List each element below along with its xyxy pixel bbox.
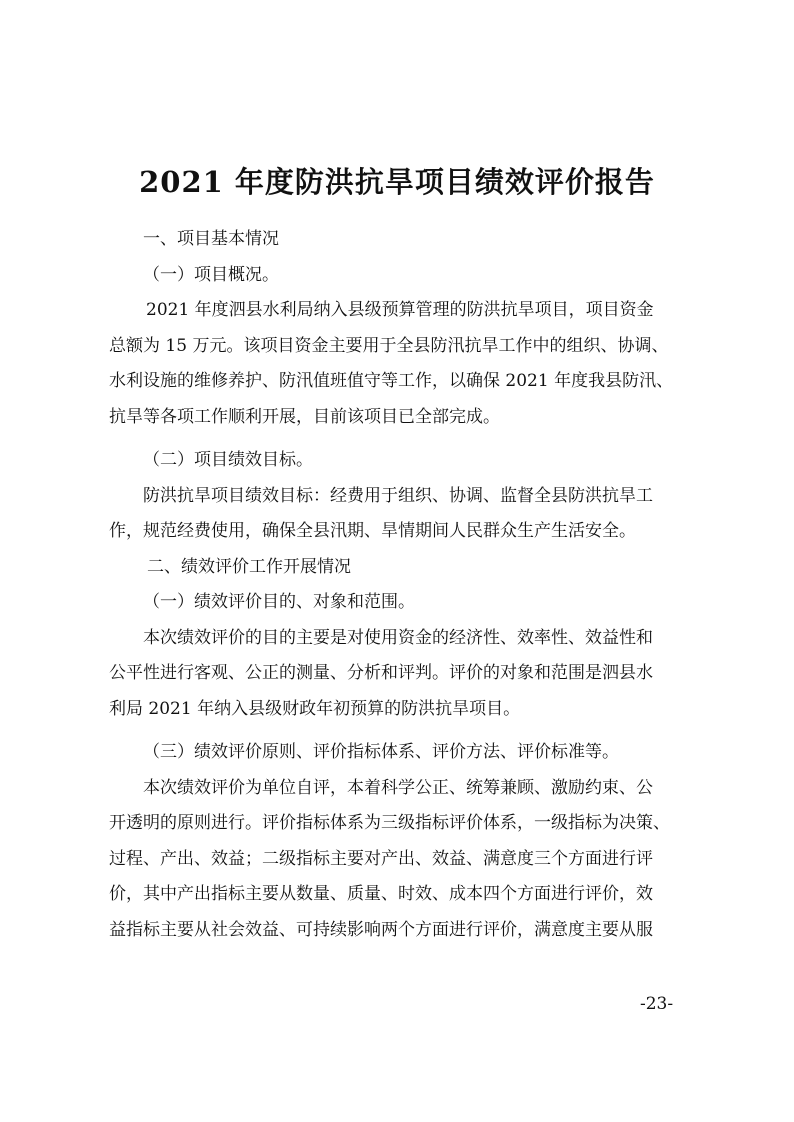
section-heading-1: 一、项目基本情况	[143, 229, 279, 249]
subsection-heading-2-3: （三）绩效评价原则、评价指标体系、评价方法、评价标准等。	[143, 742, 619, 762]
subsection-heading-1-2: （二）项目绩效目标。	[143, 450, 313, 470]
paragraph-line: 价，其中产出指标主要从数量、质量、时效、成本四个方面进行评价，效	[109, 884, 653, 904]
paragraph-line: 作，规范经费使用，确保全县汛期、旱情期间人民群众生产生活安全。	[109, 521, 636, 541]
paragraph-evaluation-principles	[109, 771, 695, 949]
subsection-heading-2-1: （一）绩效评价目的、对象和范围。	[143, 592, 415, 612]
section-heading-2: 二、绩效评价工作开展情况	[147, 556, 351, 577]
subsection-heading-1-1: （一）项目概况。	[143, 264, 279, 285]
paragraph-project-overview	[109, 293, 695, 435]
paragraph-line: 2021 年度泗县水利局纳入县级预算管理的防洪抗旱项目，项目资金	[146, 300, 654, 320]
report-body	[109, 222, 695, 948]
page-number: -23-	[640, 994, 674, 1014]
paragraph-line: 开透明的原则进行。评价指标体系为三级指标评价体系，一级指标为决策、	[109, 813, 670, 833]
paragraph-line: 总额为 15 万元。该项目资金主要用于全县防汛抗旱工作中的组织、协调、	[109, 335, 669, 356]
report-title: 2021 年度防洪抗旱项目绩效评价报告	[139, 165, 655, 199]
paragraph-line: 公平性进行客观、公正的测量、分析和评判。评价的对象和范围是泗县水	[109, 663, 653, 683]
paragraph-line: 过程、产出、效益；二级指标主要对产出、效益、满意度三个方面进行评	[109, 848, 653, 869]
paragraph-performance-goal	[109, 479, 695, 550]
paragraph-line: 防洪抗旱项目绩效目标：经费用于组织、协调、监督全县防洪抗旱工	[143, 485, 653, 506]
paragraph-line: 抗旱等各项工作顺利开展，目前该项目已全部完成。	[109, 406, 500, 427]
paragraph-line: 水利设施的维修养护、防汛值班值守等工作，以确保 2021 年度我县防汛、	[109, 371, 674, 391]
paragraph-line: 本次绩效评价为单位自评，本着科学公正、统筹兼顾、激励约束、公	[143, 777, 653, 798]
paragraph-line: 本次绩效评价的目的主要是对使用资金的经济性、效率性、效益性和	[143, 627, 653, 648]
paragraph-line: 利局 2021 年纳入县级财政年初预算的防洪抗旱项目。	[109, 698, 521, 719]
paragraph-evaluation-purpose	[109, 621, 695, 728]
paragraph-line: 益指标主要从社会效益、可持续影响两个方面进行评价，满意度主要从服	[109, 919, 653, 940]
